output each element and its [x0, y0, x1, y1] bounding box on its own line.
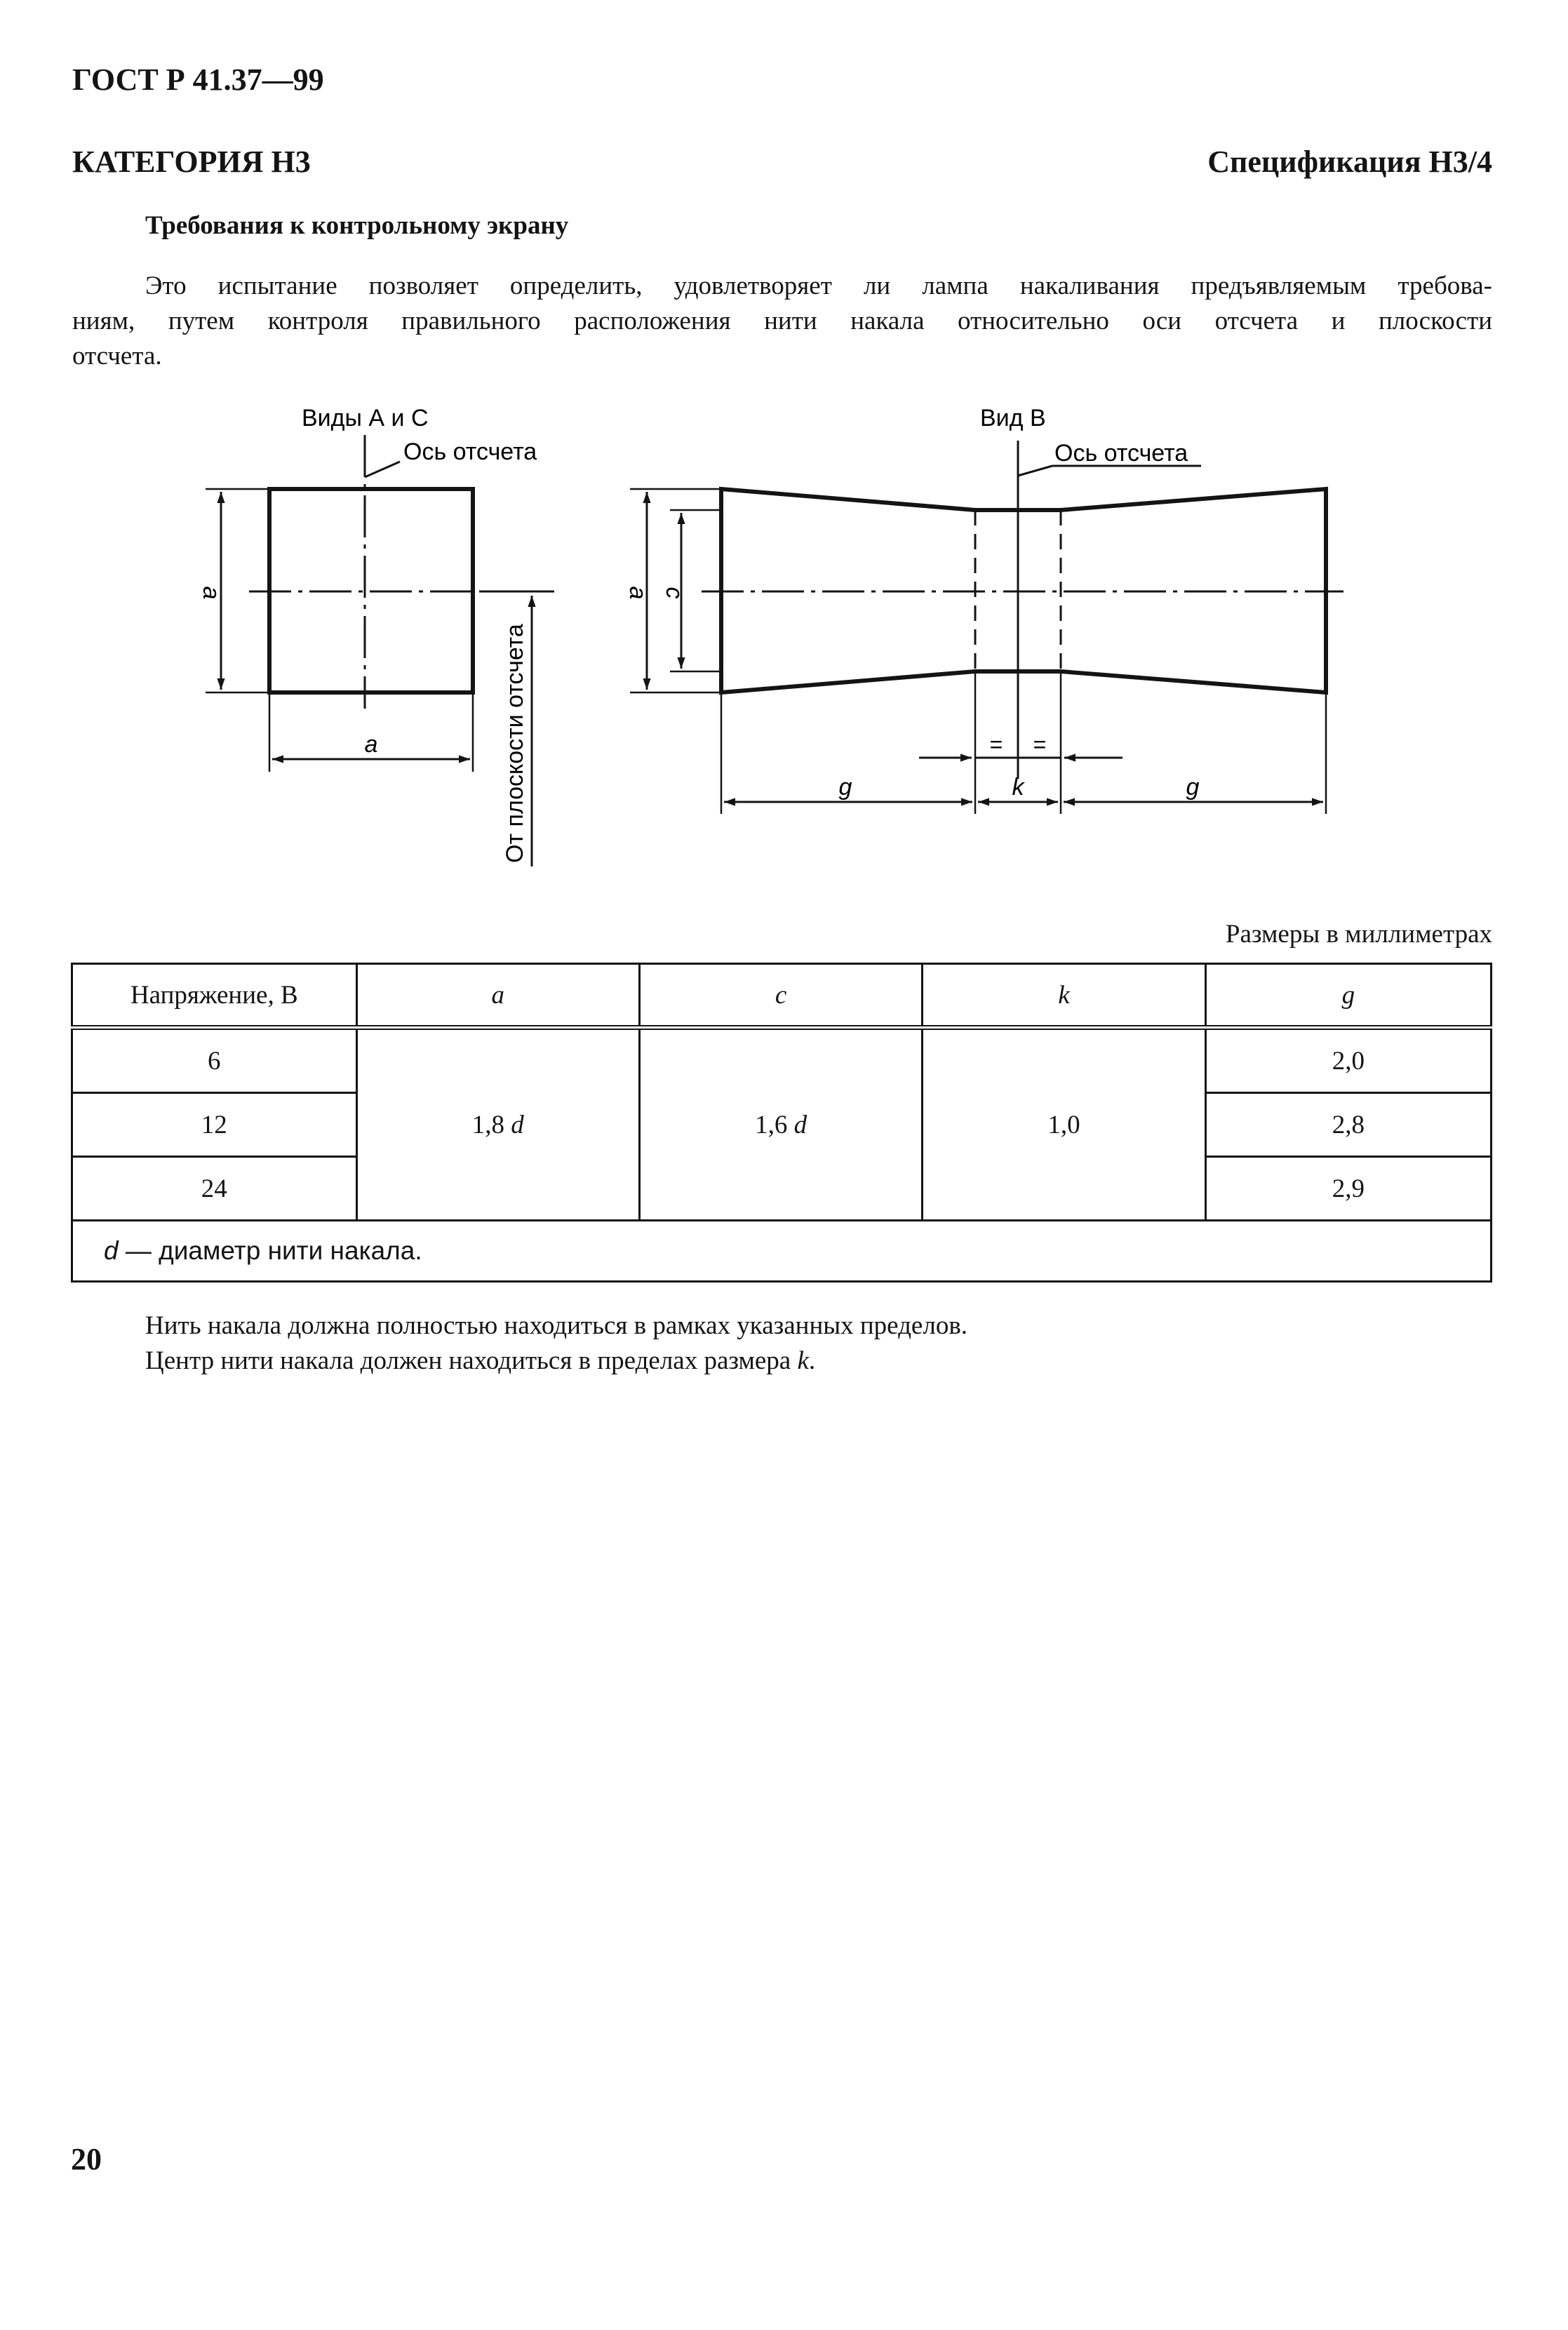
page-number: 20 [71, 2142, 102, 2176]
right-view-title: Вид В [980, 405, 1046, 431]
table-header-row [72, 964, 1492, 1028]
table-row [72, 1028, 1492, 1093]
category-title: КАТЕГОРИЯ Н3 [72, 145, 311, 179]
units-caption: Размеры в миллиметрах [1225, 920, 1492, 949]
table-note-row [72, 1221, 1492, 1282]
c-value-cell [639, 1028, 922, 1221]
header-voltage: Напряжение, В [72, 964, 357, 1028]
footer-k-symbol: k [797, 1346, 809, 1375]
left-dim-a-horizontal-label: a [364, 731, 378, 758]
left-view-title: Виды А и С [302, 405, 429, 431]
c-d-symbol: d [793, 1110, 808, 1139]
voltage-cell: 6 [72, 1028, 357, 1093]
dim-g-right-label: g [1186, 774, 1200, 801]
right-dim-c-label: c [661, 587, 688, 599]
voltage-cell: 12 [72, 1093, 357, 1157]
equal-sign-left: = [989, 732, 1003, 757]
g-value-cell: 2,8 [1205, 1093, 1491, 1157]
footer-line-2-text: Центр нити накала должен находиться в пределах размера [145, 1346, 798, 1375]
g-value-cell: 2,9 [1205, 1157, 1491, 1221]
equal-sign-right: = [1033, 732, 1047, 757]
footer-line-2-period: . [808, 1346, 816, 1375]
header-k: k [923, 964, 1205, 1028]
footer-line-1: Нить накала должна полностью находиться в рамках указанных пределов. [145, 1311, 968, 1340]
voltage-cell: 24 [72, 1157, 357, 1221]
note-d-symbol: d [104, 1236, 119, 1265]
paragraph-line-1: Это испытание позволяет определить, удовлетворяет ли лампа накаливания предъявляемым требова- [145, 272, 1492, 300]
header-a: a [356, 964, 639, 1028]
dimensions-table [71, 963, 1492, 1283]
a-value: 1,8 [471, 1110, 505, 1139]
dim-g-left-label: g [838, 774, 852, 801]
section-title: Требования к контрольному экрану [145, 211, 569, 240]
dim-k-label: k [1012, 774, 1024, 801]
right-axis-label: Ось отсчета [1054, 440, 1188, 467]
a-d-symbol: d [511, 1110, 524, 1139]
plane-label: От плоскости отсчета [502, 624, 528, 863]
table-note [72, 1221, 1492, 1282]
footer-line-2 [145, 1344, 815, 1379]
right-axis-leader [1018, 466, 1052, 476]
filament-screen-figure [0, 0, 1568, 926]
a-value-cell [356, 1028, 639, 1221]
right-dim-a-label: a [624, 586, 651, 600]
k-value-cell: 1,0 [923, 1028, 1205, 1221]
standard-number: ГОСТ Р 41.37—99 [72, 62, 324, 97]
paragraph-line-3: отсчета. [72, 342, 162, 370]
left-axis-label: Ось отсчета [403, 438, 537, 465]
paragraph-line-2: ниям, путем контроля правильного расположения нити накала относительно оси отсчета и плоскости [72, 307, 1492, 335]
header-g: g [1205, 964, 1491, 1028]
left-axis-leader [365, 462, 400, 477]
header-c: c [639, 964, 922, 1028]
note-text: — диаметр нити накала. [118, 1236, 422, 1265]
c-value: 1,6 [755, 1110, 788, 1139]
left-dim-a-vertical-label: a [198, 586, 225, 600]
g-value-cell: 2,0 [1205, 1028, 1491, 1093]
specification-title: Спецификация Н3/4 [1207, 145, 1492, 179]
